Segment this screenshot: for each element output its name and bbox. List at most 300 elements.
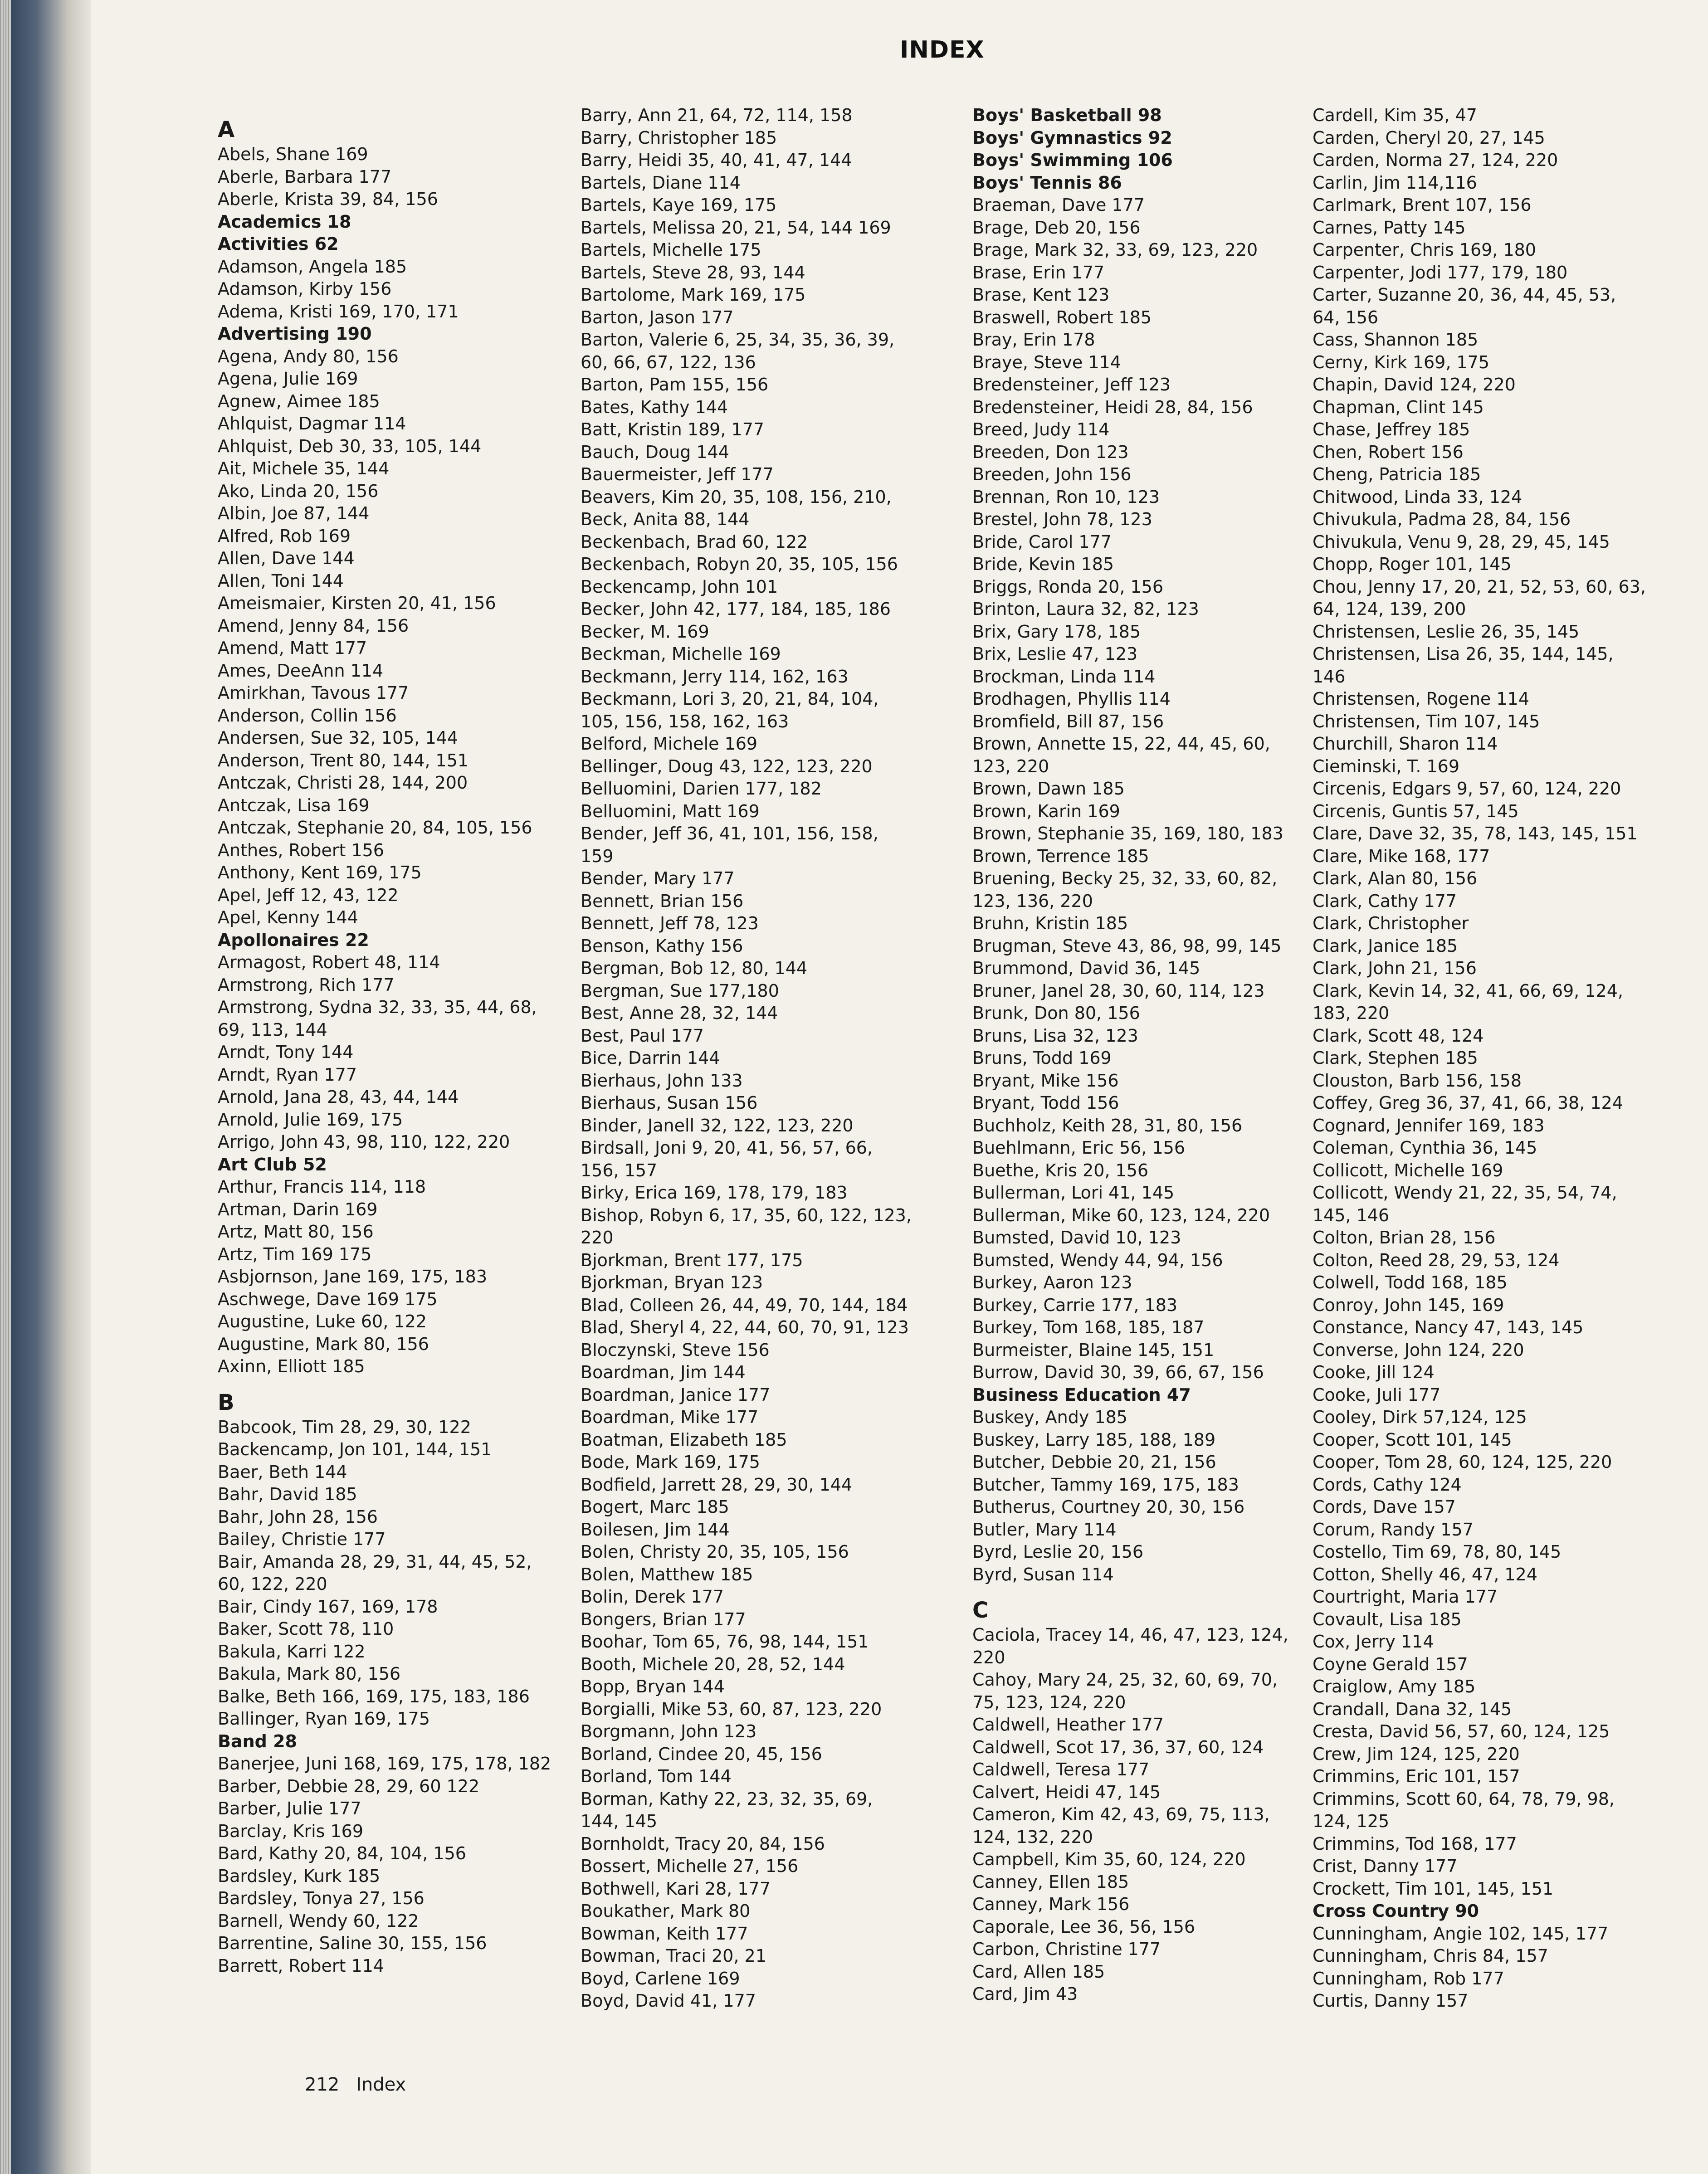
index-entry: Arndt, Ryan 177 — [218, 1064, 357, 1085]
index-entry: Barton, Valerie 6, 25, 34, 35, 36, 39, 60, 66, 67, 122, 136 — [581, 330, 895, 372]
index-entry: Bruns, Todd 169 — [972, 1048, 1112, 1068]
index-entry: Bolen, Matthew 185 — [581, 1564, 753, 1584]
index-entry: Chase, Jeffrey 185 — [1313, 419, 1470, 439]
index-entry: Cooley, Dirk 57,124, 125 — [1313, 1407, 1527, 1427]
letter-heading: C — [972, 1598, 989, 1623]
index-entry: Brase, Kent 123 — [972, 285, 1110, 305]
index-entry: Birky, Erica 169, 178, 179, 183 — [581, 1183, 848, 1203]
section-entry: Apollonaires 22 — [218, 930, 369, 950]
index-entry: Asbjornson, Jane 169, 175, 183 — [218, 1267, 487, 1287]
index-entry: Cooke, Jill 124 — [1313, 1362, 1435, 1382]
index-entry: Barber, Julie 177 — [218, 1799, 361, 1818]
index-entry: Carpenter, Jodi 177, 179, 180 — [1313, 262, 1568, 283]
index-entry: Bornholdt, Tracy 20, 84, 156 — [581, 1833, 825, 1854]
index-entry: Beckmann, Jerry 114, 162, 163 — [581, 666, 849, 687]
index-entry: Bode, Mark 169, 175 — [581, 1452, 760, 1472]
index-entry: Christensen, Rogene 114 — [1313, 689, 1529, 709]
index-entry: Bardsley, Tonya 27, 156 — [218, 1888, 425, 1908]
index-entry: Coleman, Cynthia 36, 145 — [1313, 1138, 1537, 1158]
index-entry: Brown, Dawn 185 — [972, 779, 1125, 799]
index-entry: Collicott, Michelle 169 — [1313, 1160, 1503, 1180]
index-entry: Campbell, Kim 35, 60, 124, 220 — [972, 1849, 1246, 1869]
index-entry: Apel, Kenny 144 — [218, 907, 358, 927]
letter-heading: A — [218, 117, 235, 142]
index-entry: Adamson, Kirby 156 — [218, 279, 392, 299]
index-entry: Bates, Kathy 144 — [581, 397, 728, 417]
index-entry: Andersen, Sue 32, 105, 144 — [218, 728, 459, 748]
index-entry: Binder, Janell 32, 122, 123, 220 — [581, 1115, 854, 1136]
index-entry: Buchholz, Keith 28, 31, 80, 156 — [972, 1115, 1243, 1136]
index-entry: Beckman, Michelle 169 — [581, 644, 781, 664]
index-entry: Abels, Shane 169 — [218, 144, 368, 164]
index-entry: Chitwood, Linda 33, 124 — [1313, 487, 1523, 507]
index-entry: Belluomini, Darien 177, 182 — [581, 779, 822, 799]
section-entry: Band 28 — [218, 1731, 297, 1751]
index-entry: Bartels, Kaye 169, 175 — [581, 195, 777, 215]
index-entry: Borgmann, John 123 — [581, 1721, 757, 1741]
index-entry: Clare, Dave 32, 35, 78, 143, 145, 151 — [1313, 824, 1638, 843]
index-entry: Amend, Matt 177 — [218, 638, 367, 658]
index-entry: Barry, Ann 21, 64, 72, 114, 158 — [581, 105, 853, 125]
index-entry: Boilesen, Jim 144 — [581, 1519, 730, 1540]
index-entry: Aschwege, Dave 169 175 — [218, 1289, 438, 1309]
index-entry: Brix, Gary 178, 185 — [972, 621, 1141, 642]
section-entry: Boys' Swimming 106 — [972, 150, 1173, 170]
index-entry: Bossert, Michelle 27, 156 — [581, 1856, 799, 1876]
index-entry: Aberle, Barbara 177 — [218, 166, 392, 187]
index-entry: Carlin, Jim 114,116 — [1313, 172, 1477, 193]
index-entry: Corum, Randy 157 — [1313, 1519, 1474, 1540]
index-entry: Armagost, Robert 48, 114 — [218, 952, 440, 972]
index-entry: Anderson, Trent 80, 144, 151 — [218, 750, 469, 770]
footer-label: Index — [356, 2074, 406, 2095]
index-entry: Arnold, Julie 169, 175 — [218, 1109, 403, 1130]
index-entry: Boardman, Mike 177 — [581, 1407, 759, 1427]
index-entry: Boukather, Mark 80 — [581, 1901, 751, 1921]
index-entry: Baer, Beth 144 — [218, 1462, 347, 1482]
index-entry: Collicott, Wendy 21, 22, 35, 54, 74, 145, 146 — [1313, 1183, 1617, 1225]
index-entry: Circenis, Edgars 9, 57, 60, 124, 220 — [1313, 779, 1621, 799]
index-entry: Anthes, Robert 156 — [218, 840, 384, 860]
index-entry: Clark, Alan 80, 156 — [1313, 868, 1478, 888]
index-entry: Coffey, Greg 36, 37, 41, 66, 38, 124 — [1313, 1093, 1623, 1113]
index-entry: Curtis, Danny 157 — [1313, 1991, 1469, 2011]
index-entry: Apel, Jeff 12, 43, 122 — [218, 885, 399, 905]
index-entry: Cunningham, Rob 177 — [1313, 1968, 1504, 1989]
index-entry: Cords, Cathy 124 — [1313, 1474, 1462, 1495]
index-entry: Bride, Kevin 185 — [972, 554, 1114, 574]
index-entry: Crew, Jim 124, 125, 220 — [1313, 1744, 1520, 1764]
index-entry: Colton, Reed 28, 29, 53, 124 — [1313, 1250, 1560, 1270]
index-entry: Amirkhan, Tavous 177 — [218, 683, 409, 703]
index-entry: Bothwell, Kari 28, 177 — [581, 1878, 771, 1899]
index-entry: Breeden, John 156 — [972, 464, 1132, 484]
index-entry: Craiglow, Amy 185 — [1313, 1677, 1476, 1696]
index-entry: Agena, Julie 169 — [218, 369, 358, 389]
index-entry: Braeman, Dave 177 — [972, 195, 1145, 215]
index-entry: Briggs, Ronda 20, 156 — [972, 576, 1164, 597]
index-entry: Bennett, Jeff 78, 123 — [581, 913, 759, 933]
index-entry: Cooper, Scott 101, 145 — [1313, 1429, 1512, 1450]
index-entry: Barnell, Wendy 60, 122 — [218, 1911, 419, 1931]
index-entry: Constance, Nancy 47, 143, 145 — [1313, 1317, 1584, 1337]
index-entry: Bartels, Diane 114 — [581, 172, 741, 193]
index-entry: Caporale, Lee 36, 56, 156 — [972, 1916, 1196, 1937]
index-entry: Crockett, Tim 101, 145, 151 — [1313, 1878, 1554, 1899]
index-entry: Bullerman, Lori 41, 145 — [972, 1183, 1175, 1203]
index-entry: Best, Paul 177 — [581, 1025, 704, 1046]
index-entry: Converse, John 124, 220 — [1313, 1340, 1524, 1360]
index-entry: Bishop, Robyn 6, 17, 35, 60, 122, 123, 220 — [581, 1205, 912, 1248]
index-entry: Arrigo, John 43, 98, 110, 122, 220 — [218, 1132, 510, 1152]
index-entry: Cunningham, Angie 102, 145, 177 — [1313, 1923, 1609, 1944]
index-entry: Bice, Darrin 144 — [581, 1048, 720, 1068]
index-column-1 — [218, 104, 553, 1977]
index-entry: Ballinger, Ryan 169, 175 — [218, 1709, 430, 1729]
index-entry: Bartels, Michelle 175 — [581, 240, 761, 260]
index-entry: Bartolome, Mark 169, 175 — [581, 285, 806, 305]
index-entry: Bredensteiner, Heidi 28, 84, 156 — [972, 397, 1253, 417]
index-entry: Brown, Karin 169 — [972, 801, 1120, 821]
index-entry: Brase, Erin 177 — [972, 262, 1105, 283]
index-entry: Bakula, Mark 80, 156 — [218, 1664, 401, 1684]
index-entry: Bair, Amanda 28, 29, 31, 44, 45, 52, 60, 122, 220 — [218, 1551, 532, 1594]
index-entry: Chapin, David 124, 220 — [1313, 375, 1516, 395]
index-entry: Cerny, Kirk 169, 175 — [1313, 352, 1490, 372]
section-entry: Business Education 47 — [972, 1384, 1191, 1405]
index-entry: Buskey, Andy 185 — [972, 1407, 1127, 1427]
index-entry: Artz, Tim 169 175 — [218, 1244, 372, 1264]
index-entry: Augustine, Mark 80, 156 — [218, 1334, 429, 1354]
index-entry: Bowman, Traci 20, 21 — [581, 1946, 766, 1966]
index-entry: Cameron, Kim 42, 43, 69, 75, 113, 124, 132, 220 — [972, 1804, 1270, 1847]
index-entry: Crandall, Dana 32, 145 — [1313, 1699, 1512, 1719]
index-entry: Bromfield, Bill 87, 156 — [972, 711, 1164, 731]
index-entry: Beckenbach, Robyn 20, 35, 105, 156 — [581, 554, 898, 574]
index-entry: Bullerman, Mike 60, 123, 124, 220 — [972, 1205, 1270, 1225]
index-entry: Buethe, Kris 20, 156 — [972, 1160, 1149, 1180]
index-entry: Crimmins, Scott 60, 64, 78, 79, 98, 124, 125 — [1313, 1789, 1615, 1831]
letter-heading: B — [218, 1389, 234, 1415]
index-entry: Brown, Annette 15, 22, 44, 45, 60, 123, 220 — [972, 734, 1270, 776]
index-entry: Bender, Jeff 36, 41, 101, 156, 158, 159 — [581, 824, 878, 866]
index-entry: Ames, DeeAnn 114 — [218, 660, 384, 681]
index-entry: Crimmins, Eric 101, 157 — [1313, 1766, 1520, 1786]
index-entry: Allen, Toni 144 — [218, 570, 344, 591]
index-entry: Bakula, Karri 122 — [218, 1641, 366, 1662]
section-entry: Activities 62 — [218, 234, 339, 254]
index-entry: Boyd, David 41, 177 — [581, 1991, 756, 2011]
index-entry: Bray, Erin 178 — [972, 330, 1095, 350]
index-entry: Ameismaier, Kirsten 20, 41, 156 — [218, 593, 496, 613]
index-entry: Clouston, Barb 156, 158 — [1313, 1070, 1522, 1091]
index-entry: Carbon, Christine 177 — [972, 1939, 1161, 1959]
index-entry: Burmeister, Blaine 145, 151 — [972, 1340, 1215, 1360]
index-entry: Byrd, Leslie 20, 156 — [972, 1542, 1144, 1562]
index-entry: Clark, Christopher — [1313, 913, 1469, 933]
index-entry: Brennan, Ron 10, 123 — [972, 487, 1160, 507]
index-entry: Clark, John 21, 156 — [1313, 958, 1477, 978]
index-entry: Colton, Brian 28, 156 — [1313, 1228, 1496, 1248]
index-entry: Benson, Kathy 156 — [581, 936, 743, 956]
index-entry: Bender, Mary 177 — [581, 868, 735, 888]
index-entry: Bumsted, David 10, 123 — [972, 1228, 1181, 1248]
index-entry: Bahr, John 28, 156 — [218, 1506, 378, 1527]
index-column-3 — [972, 104, 1308, 2006]
index-entry: Cass, Shannon 185 — [1313, 330, 1479, 350]
index-entry: Bennett, Brian 156 — [581, 891, 744, 911]
index-entry: Axinn, Elliott 185 — [218, 1356, 365, 1376]
index-entry: Cognard, Jennifer 169, 183 — [1313, 1115, 1545, 1136]
index-entry: Barrett, Robert 114 — [218, 1955, 385, 1976]
index-entry: Carnes, Patty 145 — [1313, 217, 1466, 238]
index-entry: Carter, Suzanne 20, 36, 44, 45, 53, 64, 156 — [1313, 285, 1616, 327]
index-entry: Antczak, Stephanie 20, 84, 105, 156 — [218, 818, 532, 838]
page-title: INDEX — [900, 36, 985, 63]
index-entry: Balke, Beth 166, 169, 175, 183, 186 — [218, 1686, 530, 1706]
index-entry: Butler, Mary 114 — [972, 1519, 1117, 1540]
index-entry: Albin, Joe 87, 144 — [218, 503, 370, 523]
index-entry: Courtright, Maria 177 — [1313, 1587, 1498, 1607]
index-column-2 — [581, 104, 916, 2013]
index-entry: Card, Allen 185 — [972, 1961, 1105, 1982]
index-entry: Byrd, Susan 114 — [972, 1564, 1114, 1584]
index-entry: Booth, Michele 20, 28, 52, 144 — [581, 1654, 845, 1674]
section-entry: Art Club 52 — [218, 1154, 327, 1175]
index-entry: Cardell, Kim 35, 47 — [1313, 105, 1477, 125]
index-entry: Bryant, Todd 156 — [972, 1093, 1119, 1113]
index-entry: Bruns, Lisa 32, 123 — [972, 1025, 1138, 1046]
index-entry: Chou, Jenny 17, 20, 21, 52, 53, 60, 63, 64, 124, 139, 200 — [1313, 576, 1646, 619]
index-entry: Carpenter, Chris 169, 180 — [1313, 240, 1536, 260]
index-entry: Chopp, Roger 101, 145 — [1313, 554, 1512, 574]
index-entry: Churchill, Sharon 114 — [1313, 734, 1498, 754]
index-entry: Bryant, Mike 156 — [972, 1070, 1119, 1091]
index-entry: Barclay, Kris 169 — [218, 1821, 364, 1841]
index-entry: Caldwell, Teresa 177 — [972, 1760, 1150, 1779]
page-number: 212 — [305, 2074, 340, 2095]
index-entry: Caldwell, Scot 17, 36, 37, 60, 124 — [972, 1737, 1264, 1757]
index-entry: Bruening, Becky 25, 32, 33, 60, 82, 123, 136, 220 — [972, 868, 1278, 911]
index-entry: Brown, Terrence 185 — [972, 846, 1149, 866]
page-footer — [305, 2074, 417, 2095]
index-entry: Bjorkman, Brent 177, 175 — [581, 1250, 803, 1270]
index-entry: Cooke, Juli 177 — [1313, 1384, 1441, 1405]
index-entry: Brix, Leslie 47, 123 — [972, 644, 1138, 664]
book-binding — [0, 0, 91, 2174]
index-entry: Cotton, Shelly 46, 47, 124 — [1313, 1564, 1537, 1584]
index-entry: Clark, Scott 48, 124 — [1313, 1025, 1484, 1046]
index-entry: Chivukula, Padma 28, 84, 156 — [1313, 509, 1571, 529]
index-entry: Bruhn, Kristin 185 — [972, 913, 1128, 933]
index-entry: Becker, M. 169 — [581, 621, 709, 642]
index-entry: Clark, Stephen 185 — [1313, 1048, 1478, 1068]
page-edges — [0, 0, 11, 2174]
index-entry: Antczak, Christi 28, 144, 200 — [218, 773, 468, 793]
index-entry: Anderson, Collin 156 — [218, 705, 397, 726]
index-entry: Butherus, Courtney 20, 30, 156 — [972, 1497, 1245, 1517]
index-entry: Barry, Christopher 185 — [581, 127, 777, 148]
index-entry: Bodfield, Jarrett 28, 29, 30, 144 — [581, 1474, 853, 1495]
index-entry: Christensen, Tim 107, 145 — [1313, 711, 1540, 731]
index-entry: Bogert, Marc 185 — [581, 1497, 729, 1517]
index-entry: Amend, Jenny 84, 156 — [218, 615, 409, 636]
index-entry: Breed, Judy 114 — [972, 419, 1110, 439]
index-entry: Brockman, Linda 114 — [972, 666, 1156, 687]
index-entry: Barry, Heidi 35, 40, 41, 47, 144 — [581, 150, 852, 170]
index-entry: Brunk, Don 80, 156 — [972, 1003, 1140, 1023]
index-entry: Boyd, Carlene 169 — [581, 1968, 740, 1989]
index-entry: Barber, Debbie 28, 29, 60 122 — [218, 1776, 480, 1796]
index-entry: Beckencamp, John 101 — [581, 576, 778, 597]
index-entry: Bair, Cindy 167, 169, 178 — [218, 1596, 438, 1617]
index-entry: Caciola, Tracey 14, 46, 47, 123, 124, 220 — [972, 1625, 1288, 1667]
index-entry: Brugman, Steve 43, 86, 98, 99, 145 — [972, 936, 1282, 956]
index-entry: Agnew, Aimee 185 — [218, 391, 380, 411]
index-entry: Adamson, Angela 185 — [218, 256, 407, 277]
index-entry: Bowman, Keith 177 — [581, 1923, 748, 1944]
index-entry: Bergman, Bob 12, 80, 144 — [581, 958, 808, 978]
index-entry: Bolen, Christy 20, 35, 105, 156 — [581, 1542, 849, 1562]
index-entry: Circenis, Guntis 57, 145 — [1313, 801, 1519, 821]
index-column-4 — [1313, 104, 1648, 2013]
index-entry: Beckmann, Lori 3, 20, 21, 84, 104, 105, 156, 158, 162, 163 — [581, 689, 879, 731]
section-entry: Academics 18 — [218, 211, 351, 232]
index-entry: Conroy, John 145, 169 — [1313, 1295, 1504, 1315]
index-entry: Bellinger, Doug 43, 122, 123, 220 — [581, 756, 873, 776]
index-entry: Crimmins, Tod 168, 177 — [1313, 1833, 1517, 1854]
index-entry: Cieminski, T. 169 — [1313, 756, 1460, 776]
index-entry: Brodhagen, Phyllis 114 — [972, 689, 1171, 709]
index-entry: Babcook, Tim 28, 29, 30, 122 — [218, 1417, 471, 1437]
section-entry: Boys' Basketball 98 — [972, 105, 1162, 125]
index-entry: Ahlquist, Deb 30, 33, 105, 144 — [218, 436, 482, 456]
index-entry: Beck, Anita 88, 144 — [581, 509, 750, 529]
index-entry: Colwell, Todd 168, 185 — [1313, 1272, 1508, 1292]
index-entry: Bardsley, Kurk 185 — [218, 1866, 381, 1886]
index-entry: Coyne Gerald 157 — [1313, 1654, 1468, 1674]
index-entry: Arnold, Jana 28, 43, 44, 144 — [218, 1087, 459, 1107]
index-entry: Buskey, Larry 185, 188, 189 — [972, 1429, 1216, 1450]
index-entry: Blad, Colleen 26, 44, 49, 70, 144, 184 — [581, 1295, 908, 1315]
index-entry: Brage, Mark 32, 33, 69, 123, 220 — [972, 240, 1258, 260]
index-entry: Blad, Sheryl 4, 22, 44, 60, 70, 91, 123 — [581, 1317, 909, 1337]
index-entry: Cresta, David 56, 57, 60, 124, 125 — [1313, 1721, 1610, 1741]
index-entry: Aberle, Krista 39, 84, 156 — [218, 189, 438, 209]
index-entry: Bredensteiner, Jeff 123 — [972, 375, 1171, 395]
index-entry: Chapman, Clint 145 — [1313, 397, 1484, 417]
index-entry: Artman, Darin 169 — [218, 1199, 378, 1219]
index-entry: Borland, Tom 144 — [581, 1766, 732, 1786]
index-entry: Braye, Steve 114 — [972, 352, 1121, 372]
index-entry: Allen, Dave 144 — [218, 548, 355, 568]
index-entry: Chen, Robert 156 — [1313, 442, 1464, 462]
index-entry: Butcher, Debbie 20, 21, 156 — [972, 1452, 1216, 1472]
index-entry: Carden, Cheryl 20, 27, 145 — [1313, 127, 1545, 148]
index-entry: Bruner, Janel 28, 30, 60, 114, 123 — [972, 980, 1265, 1001]
index-entry: Costello, Tim 69, 78, 80, 145 — [1313, 1542, 1562, 1562]
index-entry: Boohar, Tom 65, 76, 98, 144, 151 — [581, 1632, 869, 1652]
index-entry: Barton, Pam 155, 156 — [581, 375, 769, 395]
index-entry: Augustine, Luke 60, 122 — [218, 1311, 427, 1331]
index-entry: Burrow, David 30, 39, 66, 67, 156 — [972, 1362, 1264, 1382]
index-entry: Brown, Stephanie 35, 169, 180, 183 — [972, 824, 1283, 843]
index-entry: Armstrong, Rich 177 — [218, 975, 395, 995]
index-entry: Ahlquist, Dagmar 114 — [218, 414, 406, 434]
index-entry: Adema, Kristi 169, 170, 171 — [218, 301, 459, 322]
index-entry: Arthur, Francis 114, 118 — [218, 1177, 426, 1197]
index-entry: Barton, Jason 177 — [581, 307, 734, 327]
index-entry: Cahoy, Mary 24, 25, 32, 60, 69, 70, 75, 123, 124, 220 — [972, 1670, 1278, 1712]
index-entry: Borman, Kathy 22, 23, 32, 35, 69, 144, 145 — [581, 1789, 873, 1831]
index-entry: Brage, Deb 20, 156 — [972, 217, 1141, 238]
index-entry: Boatman, Elizabeth 185 — [581, 1429, 787, 1450]
index-entry: Bierhaus, Susan 156 — [581, 1093, 758, 1113]
index-entry: Bauch, Doug 144 — [581, 442, 729, 462]
index-entry: Clare, Mike 168, 177 — [1313, 846, 1490, 866]
index-entry: Burkey, Aaron 123 — [972, 1272, 1132, 1292]
index-page — [91, 0, 1708, 2174]
index-entry: Bloczynski, Steve 156 — [581, 1340, 770, 1360]
section-entry: Boys' Gymnastics 92 — [972, 127, 1172, 148]
index-entry: Bierhaus, John 133 — [581, 1070, 743, 1091]
index-entry: Carlmark, Brent 107, 156 — [1313, 195, 1532, 215]
index-entry: Braswell, Robert 185 — [972, 307, 1152, 327]
index-entry: Bride, Carol 177 — [972, 531, 1112, 552]
index-entry: Birdsall, Joni 9, 20, 41, 56, 57, 66, 156, 157 — [581, 1138, 873, 1180]
index-entry: Crist, Danny 177 — [1313, 1856, 1458, 1876]
index-entry: Beckenbach, Brad 60, 122 — [581, 531, 808, 552]
index-entry: Clark, Cathy 177 — [1313, 891, 1457, 911]
index-entry: Bongers, Brian 177 — [581, 1609, 746, 1629]
index-entry: Becker, John 42, 177, 184, 185, 186 — [581, 599, 891, 619]
index-entry: Cunningham, Chris 84, 157 — [1313, 1946, 1548, 1966]
index-entry: Christensen, Lisa 26, 35, 144, 145, 146 — [1313, 644, 1614, 687]
index-entry: Artz, Matt 80, 156 — [218, 1222, 374, 1242]
index-entry: Boardman, Janice 177 — [581, 1384, 771, 1405]
index-entry: Arndt, Tony 144 — [218, 1042, 354, 1062]
index-entry: Baker, Scott 78, 110 — [218, 1619, 394, 1639]
index-entry: Chivukula, Venu 9, 28, 29, 45, 145 — [1313, 531, 1610, 552]
index-entry: Bolin, Derek 177 — [581, 1587, 724, 1607]
index-entry: Cooper, Tom 28, 60, 124, 125, 220 — [1313, 1452, 1612, 1472]
index-entry: Christensen, Leslie 26, 35, 145 — [1313, 621, 1580, 642]
index-entry: Canney, Mark 156 — [972, 1894, 1130, 1914]
index-entry: Best, Anne 28, 32, 144 — [581, 1003, 778, 1023]
index-entry: Clark, Janice 185 — [1313, 936, 1458, 956]
index-entry: Bopp, Bryan 144 — [581, 1677, 725, 1696]
index-entry: Cheng, Patricia 185 — [1313, 464, 1481, 484]
section-entry: Boys' Tennis 86 — [972, 172, 1122, 193]
index-entry: Clark, Kevin 14, 32, 41, 66, 69, 124, 183, 220 — [1313, 980, 1623, 1023]
index-entry: Boardman, Jim 144 — [581, 1362, 746, 1382]
index-entry: Anthony, Kent 169, 175 — [218, 863, 422, 882]
index-entry: Bartels, Steve 28, 93, 144 — [581, 262, 805, 283]
index-entry: Beavers, Kim 20, 35, 108, 156, 210, — [581, 487, 892, 507]
section-entry: Cross Country 90 — [1313, 1901, 1479, 1921]
index-entry: Brummond, David 36, 145 — [972, 958, 1200, 978]
index-entry: Barrentine, Saline 30, 155, 156 — [218, 1933, 487, 1953]
index-entry: Backencamp, Jon 101, 144, 151 — [218, 1439, 492, 1459]
index-entry: Brestel, John 78, 123 — [972, 509, 1152, 529]
index-entry: Ait, Michele 35, 144 — [218, 458, 390, 478]
index-entry: Borgialli, Mike 53, 60, 87, 123, 220 — [581, 1699, 882, 1719]
index-entry: Borland, Cindee 20, 45, 156 — [581, 1744, 822, 1764]
index-entry: Bumsted, Wendy 44, 94, 156 — [972, 1250, 1223, 1270]
index-entry: Burkey, Tom 168, 185, 187 — [972, 1317, 1205, 1337]
index-entry: Belluomini, Matt 169 — [581, 801, 760, 821]
index-entry: Belford, Michele 169 — [581, 734, 758, 754]
